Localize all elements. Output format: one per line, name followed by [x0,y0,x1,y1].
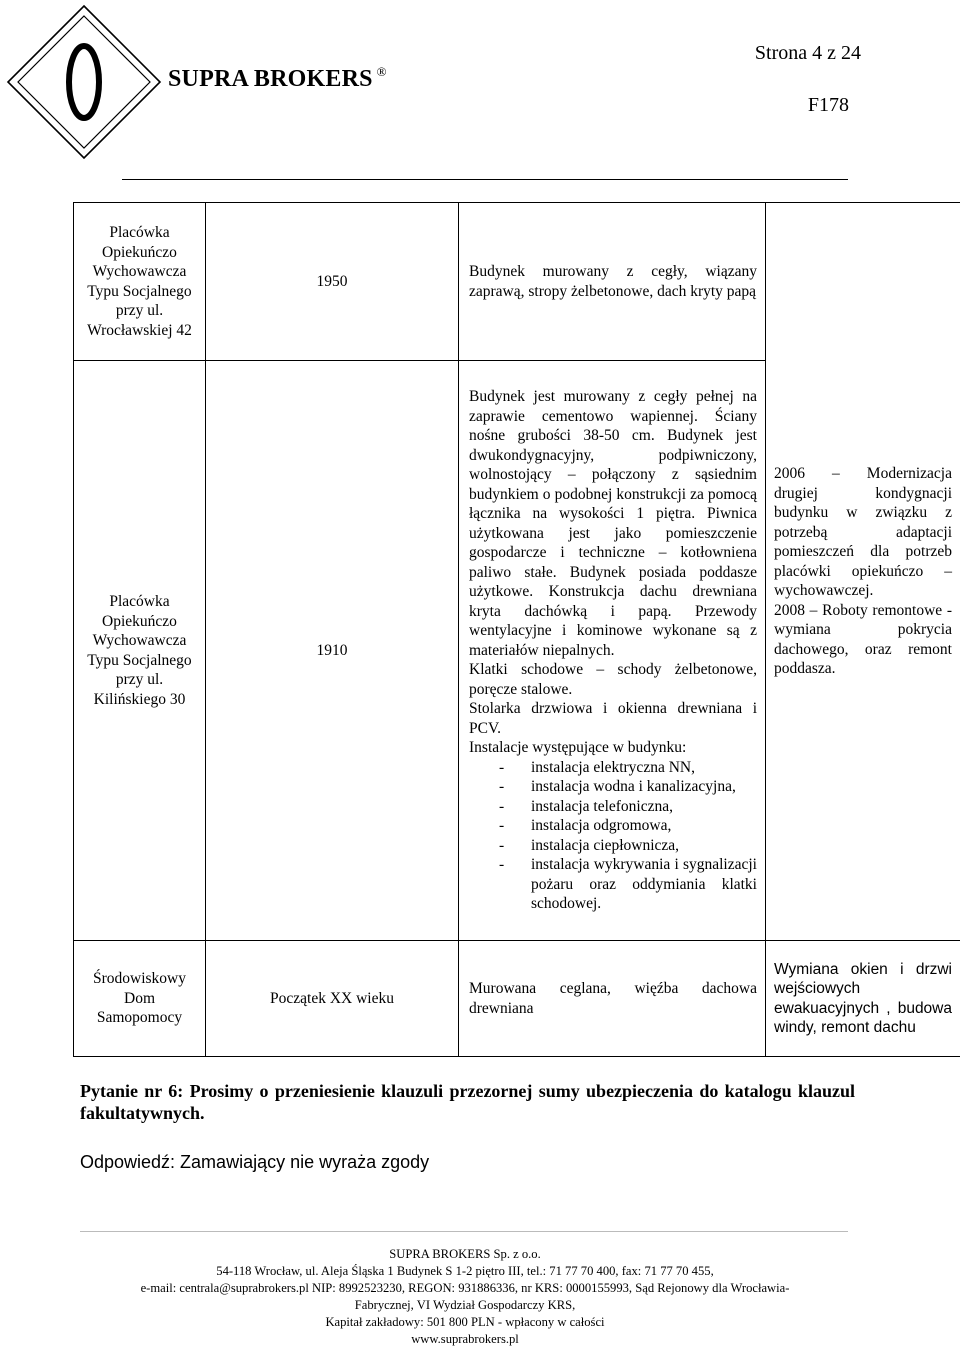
header-divider [122,179,848,180]
remark-paragraph: 2008 – Roboty remontowe - wymiana pokrycia dachowego, oraz remont poddasza. [774,601,952,678]
property-table [73,202,960,1057]
description-paragraph: Klatki schodowe – schody żelbetonowe, poręcze stalowe. [469,661,757,698]
construction-description-cell: Murowana ceglana, więźba dachowa drewniana [459,941,766,1057]
list-item: - instalacja elektryczna NN, [499,758,695,776]
page-number: Strona 4 z 24 [754,42,861,64]
description-paragraph: Instalacje występujące w budynku: [469,739,687,757]
remarks-cell: Wymiana okien i drzwi wejściowych ewakuacyjnych , budowa windy, remont dachu [766,941,960,1057]
table-row [74,203,960,361]
footer-registration: e-mail: centrala@suprabrokers.pl NIP: 8992523230, REGON: 931886336, nr KRS: 0000155993, Sąd Rejonowy dla Wrocławia- [140,1281,790,1295]
facility-name-cell: Placówka Opiekuńczo Wychowawcza Typu Socjalnego przy ul. Wrocławskiej 42 [74,203,206,361]
construction-description-cell: Budynek murowany z cegły, wiązany zaprawą, stropy żelbetonowe, dach kryty papą [459,203,766,361]
facility-name-cell: Środowiskowy Dom Samopomocy [74,941,206,1057]
footer [90,1246,840,1348]
footer-court: Fabrycznej, VI Wydział Gospodarczy KRS, [354,1298,576,1312]
footer-company: SUPRA BROKERS Sp. z o.o. [389,1247,541,1261]
list-item: - instalacja wodna i kanalizacyjna, [499,778,736,796]
list-item: - instalacja odgromowa, [499,817,672,835]
footer-website: www.suprabrokers.pl [411,1332,519,1346]
description-paragraph: Stolarka drzwiowa i okienna drewniana i PCV. [469,700,757,737]
remark-paragraph: 2006 – Modernizacja drugiej kondygnacji budynku w związku z potrzebą adaptacji pomieszczeń dla potrzeb placówki opiekuńczo – wychowawczej. [774,465,952,600]
brand-name: SUPRA BROKERS ® [168,64,387,92]
footer-address: 54-118 Wrocław, ul. Aleja Śląska 1 Budynek S 1-2 piętro III, tel.: 71 77 70 400, fax: 71 77 70 455, [216,1264,714,1278]
answer-text: Odpowiedź: Zamawiający nie wyraża zgody [80,1152,430,1172]
remarks-cell [766,203,960,941]
construction-year-cell: Początek XX wieku [206,941,459,1057]
installations-list [469,758,757,914]
construction-description-cell [459,361,766,941]
list-item: - instalacja wykrywania i sygnalizacji pożaru oraz oddymiania klatki schodowej. [499,856,757,913]
form-code: F178 [807,94,849,116]
facility-name-cell: Placówka Opiekuńczo Wychowawcza Typu Socjalnego przy ul. Kilińskiego 30 [74,361,206,941]
construction-year-cell: 1950 [206,203,459,361]
list-item: - instalacja telefoniczna, [499,797,674,815]
footer-capital: Kapitał zakładowy: 501 800 PLN - wpłacony w całości [325,1315,605,1329]
footer-divider [80,1231,848,1232]
list-item: - instalacja ciepłownicza, [499,836,680,854]
description-paragraph: Budynek jest murowany z cegły pełnej na zaprawie cementowo wapiennej. Ściany nośne grubości 38-50 cm. Budynek jest dwukondygnacyjny, podpiwniczony, wolnostojący – połączony z sąsiednim budynkiem o podobnej konstrukcji za pomocą łącznika na wysokości 1 piętra. Piwnica użytkowana jest jako pomieszczenie gospodarcze i techniczne – kotłowniena paliwo stałe. Budynek posiada poddasze użytkowe. Konstrukcja dachu drewniana kryta dachówką i papą. Przewody wentylacyjne i kominowe wykonane są z materiałów niepalnych. [469,388,757,659]
construction-year-cell: 1910 [206,361,459,941]
question-text: Pytanie nr 6: Prosimy o przeniesienie klauzuli przezornej sumy ubezpieczenia do katalogu klauzul fakultatywnych. [80,1081,855,1123]
supra-brokers-logo [4,2,164,162]
table-row [74,941,960,1057]
